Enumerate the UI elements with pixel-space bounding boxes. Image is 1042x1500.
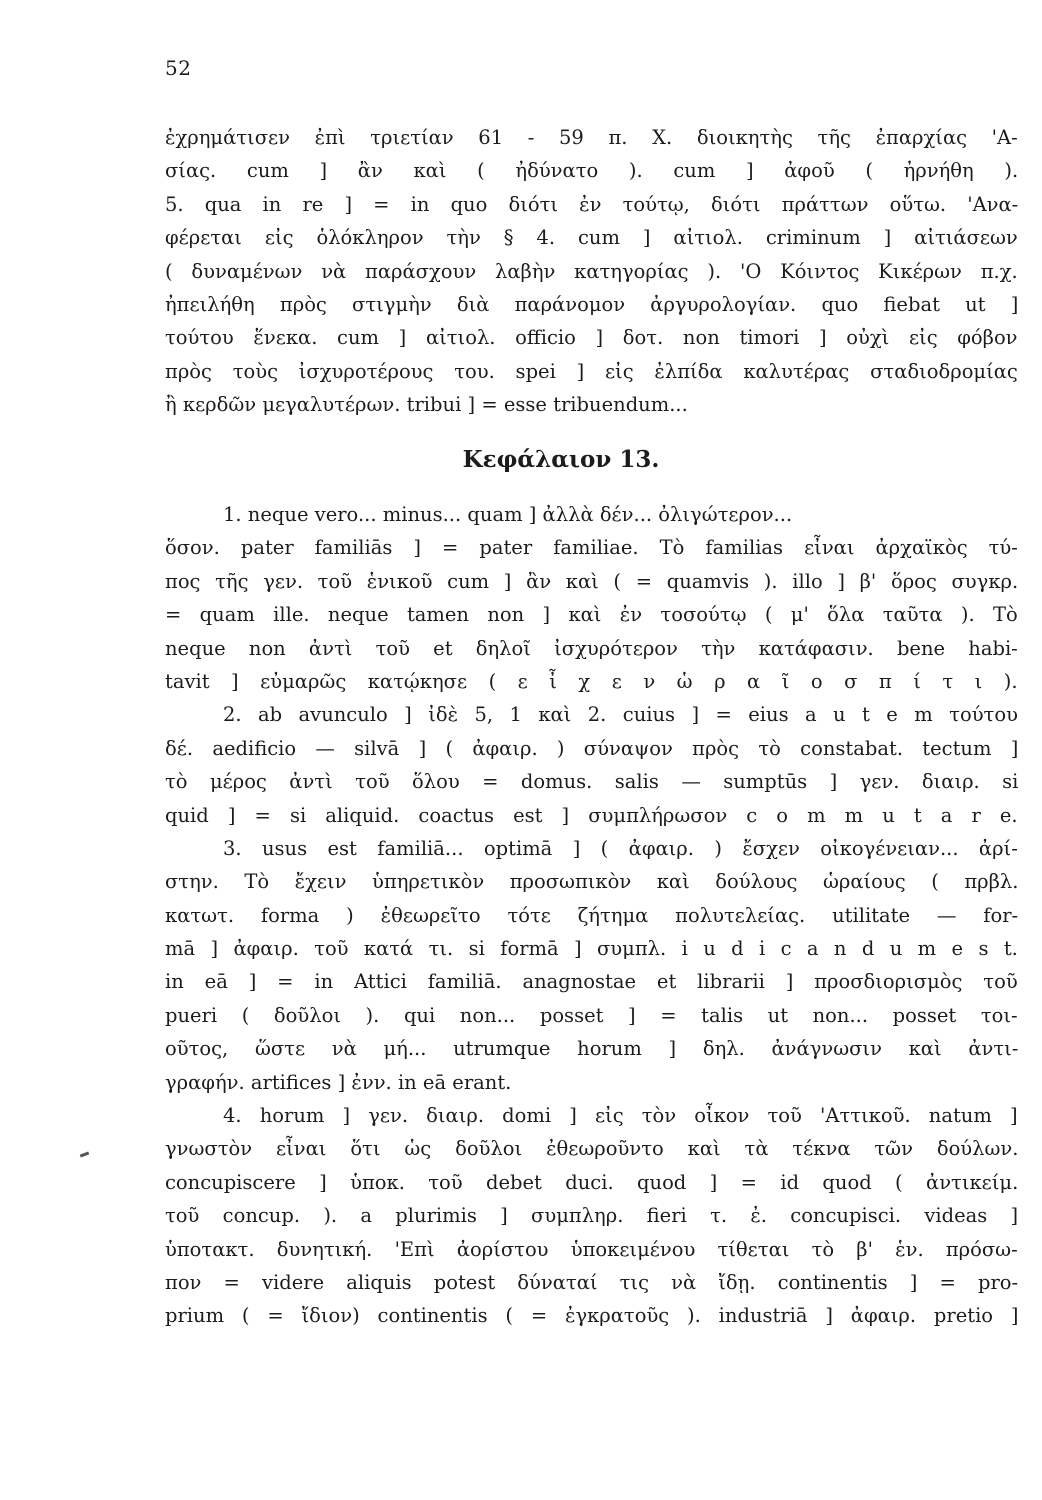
text-line: ὅσον. pater familiās ] = pater familiae. Τὸ familias εἶναι ἀρχαϊκὸς τύ- <box>165 536 1018 560</box>
text-line: prium ( = ἴδιον) continentis ( = ἐγκρατοῦς ). industriā ] ἀφαιρ. pretio ] <box>165 1304 1018 1328</box>
text-line: γραφήν. artifices ] ἐνν. in eā erant. <box>165 1070 512 1094</box>
text-line: ἢ κερδῶν μεγαλυτέρων. tribui ] = esse tribuendum... <box>165 393 688 417</box>
page-number: 52 <box>165 56 192 80</box>
text-line: πος τῆς γεν. τοῦ ἑνικοῦ cum ] ἂν καὶ ( = quamvis ). illo ] β' ὅρος συγκρ. <box>165 569 1018 593</box>
text-line: ἐχρημάτισεν ἐπὶ τριετίαν 61 - 59 π. Χ. διοικητὴς τῆς ἐπαρχίας 'Α- <box>165 126 1018 149</box>
text-line: κατωτ. forma ) ἐθεωρεῖτο τότε ζήτημα πολυτελείας. utilitate — for- <box>165 903 1018 927</box>
text-line: δέ. aedificio — silvā ] ( ἀφαιρ. ) σύναψον πρὸς τὸ constabat. tectum ] <box>165 736 1018 760</box>
text-line: τοῦ concup. ). a plurimis ] συμπληρ. fieri τ. ἐ. concupisci. videas ] <box>165 1204 1018 1228</box>
text-line: in eā ] = in Attici familiā. anagnostae et librarii ] προσδιορισμὸς τοῦ <box>165 970 1018 994</box>
text-line: στην. Τὸ ἔχειν ὑπηρετικὸν προσωπικὸν καὶ δούλους ὡραίους ( πρβλ. <box>165 870 1018 894</box>
text-line: neque non ἀντὶ τοῦ et δηλοῖ ἰσχυρότερον τὴν κατάφασιν. bene habi- <box>165 636 1018 660</box>
text-line: tavit ] εὐμαρῶς κατῴκησε ( ε ἶ χ ε ν ὡ ρ α ῖ ο σ π ί τ ι ). <box>165 669 1018 693</box>
text-line: ( δυναμένων νὰ παράσχουν λαβὴν κατηγορίας ). 'Ο Κόιντος Κικέρων π.χ. <box>165 259 1018 283</box>
text-line: πρὸς τοὺς ἰσχυροτέρους του. spei ] εἰς ἐλπίδα καλυτέρας σταδιοδρομίας <box>165 359 1018 383</box>
text-line: 5. qua in re ] = in quo διότι ἐν τούτῳ, διότι πράττων οὕτω. 'Ανα- <box>165 192 1018 216</box>
text-line: οῦτος, ὥστε νὰ μή... utrumque horum ] δηλ. ἀνάγνωσιν καὶ ἀντι- <box>165 1037 1018 1061</box>
paragraph-start-line: 1. neque vero... minus... quam ] ἀλλὰ δέν... ὀλιγώτερον... <box>223 503 793 526</box>
chapter-heading: Κεφάλαιον 13. <box>462 446 660 473</box>
text-line: ὑποτακτ. δυνητική. 'Επὶ ἀορίστου ὑποκειμένου τίθεται τὸ β' ἑν. πρόσω- <box>165 1237 1018 1261</box>
commentary-section-chapter-12 <box>165 121 1018 422</box>
text-line: concupiscere ] ὑποκ. τοῦ debet duci. quod ] = id quod ( ἀντικείμ. <box>165 1170 1018 1194</box>
text-line: φέρεται εἰς ὁλόκληρον τὴν § 4. cum ] αἰτιολ. criminum ] αἰτιάσεων <box>165 226 1018 250</box>
paragraph-start-line: 4. horum ] γεν. διαιρ. domi ] εἰς τὸν οἶκον τοῦ 'Αττικοῦ. natum ] <box>223 1104 1018 1128</box>
margin-mark <box>80 1152 89 1158</box>
text-line: τὸ μέρος ἀντὶ τοῦ ὅλου = domus. salis — sumptūs ] γεν. διαιρ. si <box>165 770 1018 794</box>
text-line: γνωστὸν εἶναι ὅτι ὡς δοῦλοι ἐθεωροῦντο καὶ τὰ τέκνα τῶν δούλων. <box>165 1137 1018 1161</box>
text-line: = quam ille. neque tamen non ] καὶ ἐν τοσούτῳ ( μ' ὅλα ταῦτα ). Τὸ <box>165 603 1018 627</box>
paragraph-start-line: 3. usus est familiā... optimā ] ( ἀφαιρ. ) ἔσχεν οἰκογένειαν... ἀρί- <box>223 836 1018 860</box>
text-line: πον = videre aliquis potest δύναταί τις νὰ ἴδῃ. continentis ] = pro- <box>165 1270 1018 1294</box>
text-line: pueri ( δοῦλοι ). qui non... posset ] = talis ut non... posset τοι- <box>165 1003 1018 1027</box>
text-line: quid ] = si aliquid. coactus est ] συμπλήρωσον c o m m u t a r e. <box>165 803 1018 827</box>
paragraph-start-line: 2. ab avunculo ] ἰδὲ 5, 1 καὶ 2. cuius ] = eius a u t e m τούτου <box>223 703 1018 727</box>
text-line: mā ] ἀφαιρ. τοῦ κατά τι. si formā ] συμπλ. i u d i c a n d u m e s t. <box>165 937 1018 961</box>
commentary-section-chapter-13 <box>165 498 1018 1333</box>
text-line: ἠπειλήθη πρὸς στιγμὴν διὰ παράνομον ἀργυρολογίαν. quo fiebat ut ] <box>165 292 1018 316</box>
text-line: τούτου ἕνεκα. cum ] αἰτιολ. officio ] δοτ. non timori ] οὐχὶ εἰς φόβον <box>165 326 1018 350</box>
text-line: σίας. cum ] ἂν καὶ ( ἠδύνατο ). cum ] ἀφοῦ ( ἠρνήθη ). <box>165 159 1018 183</box>
